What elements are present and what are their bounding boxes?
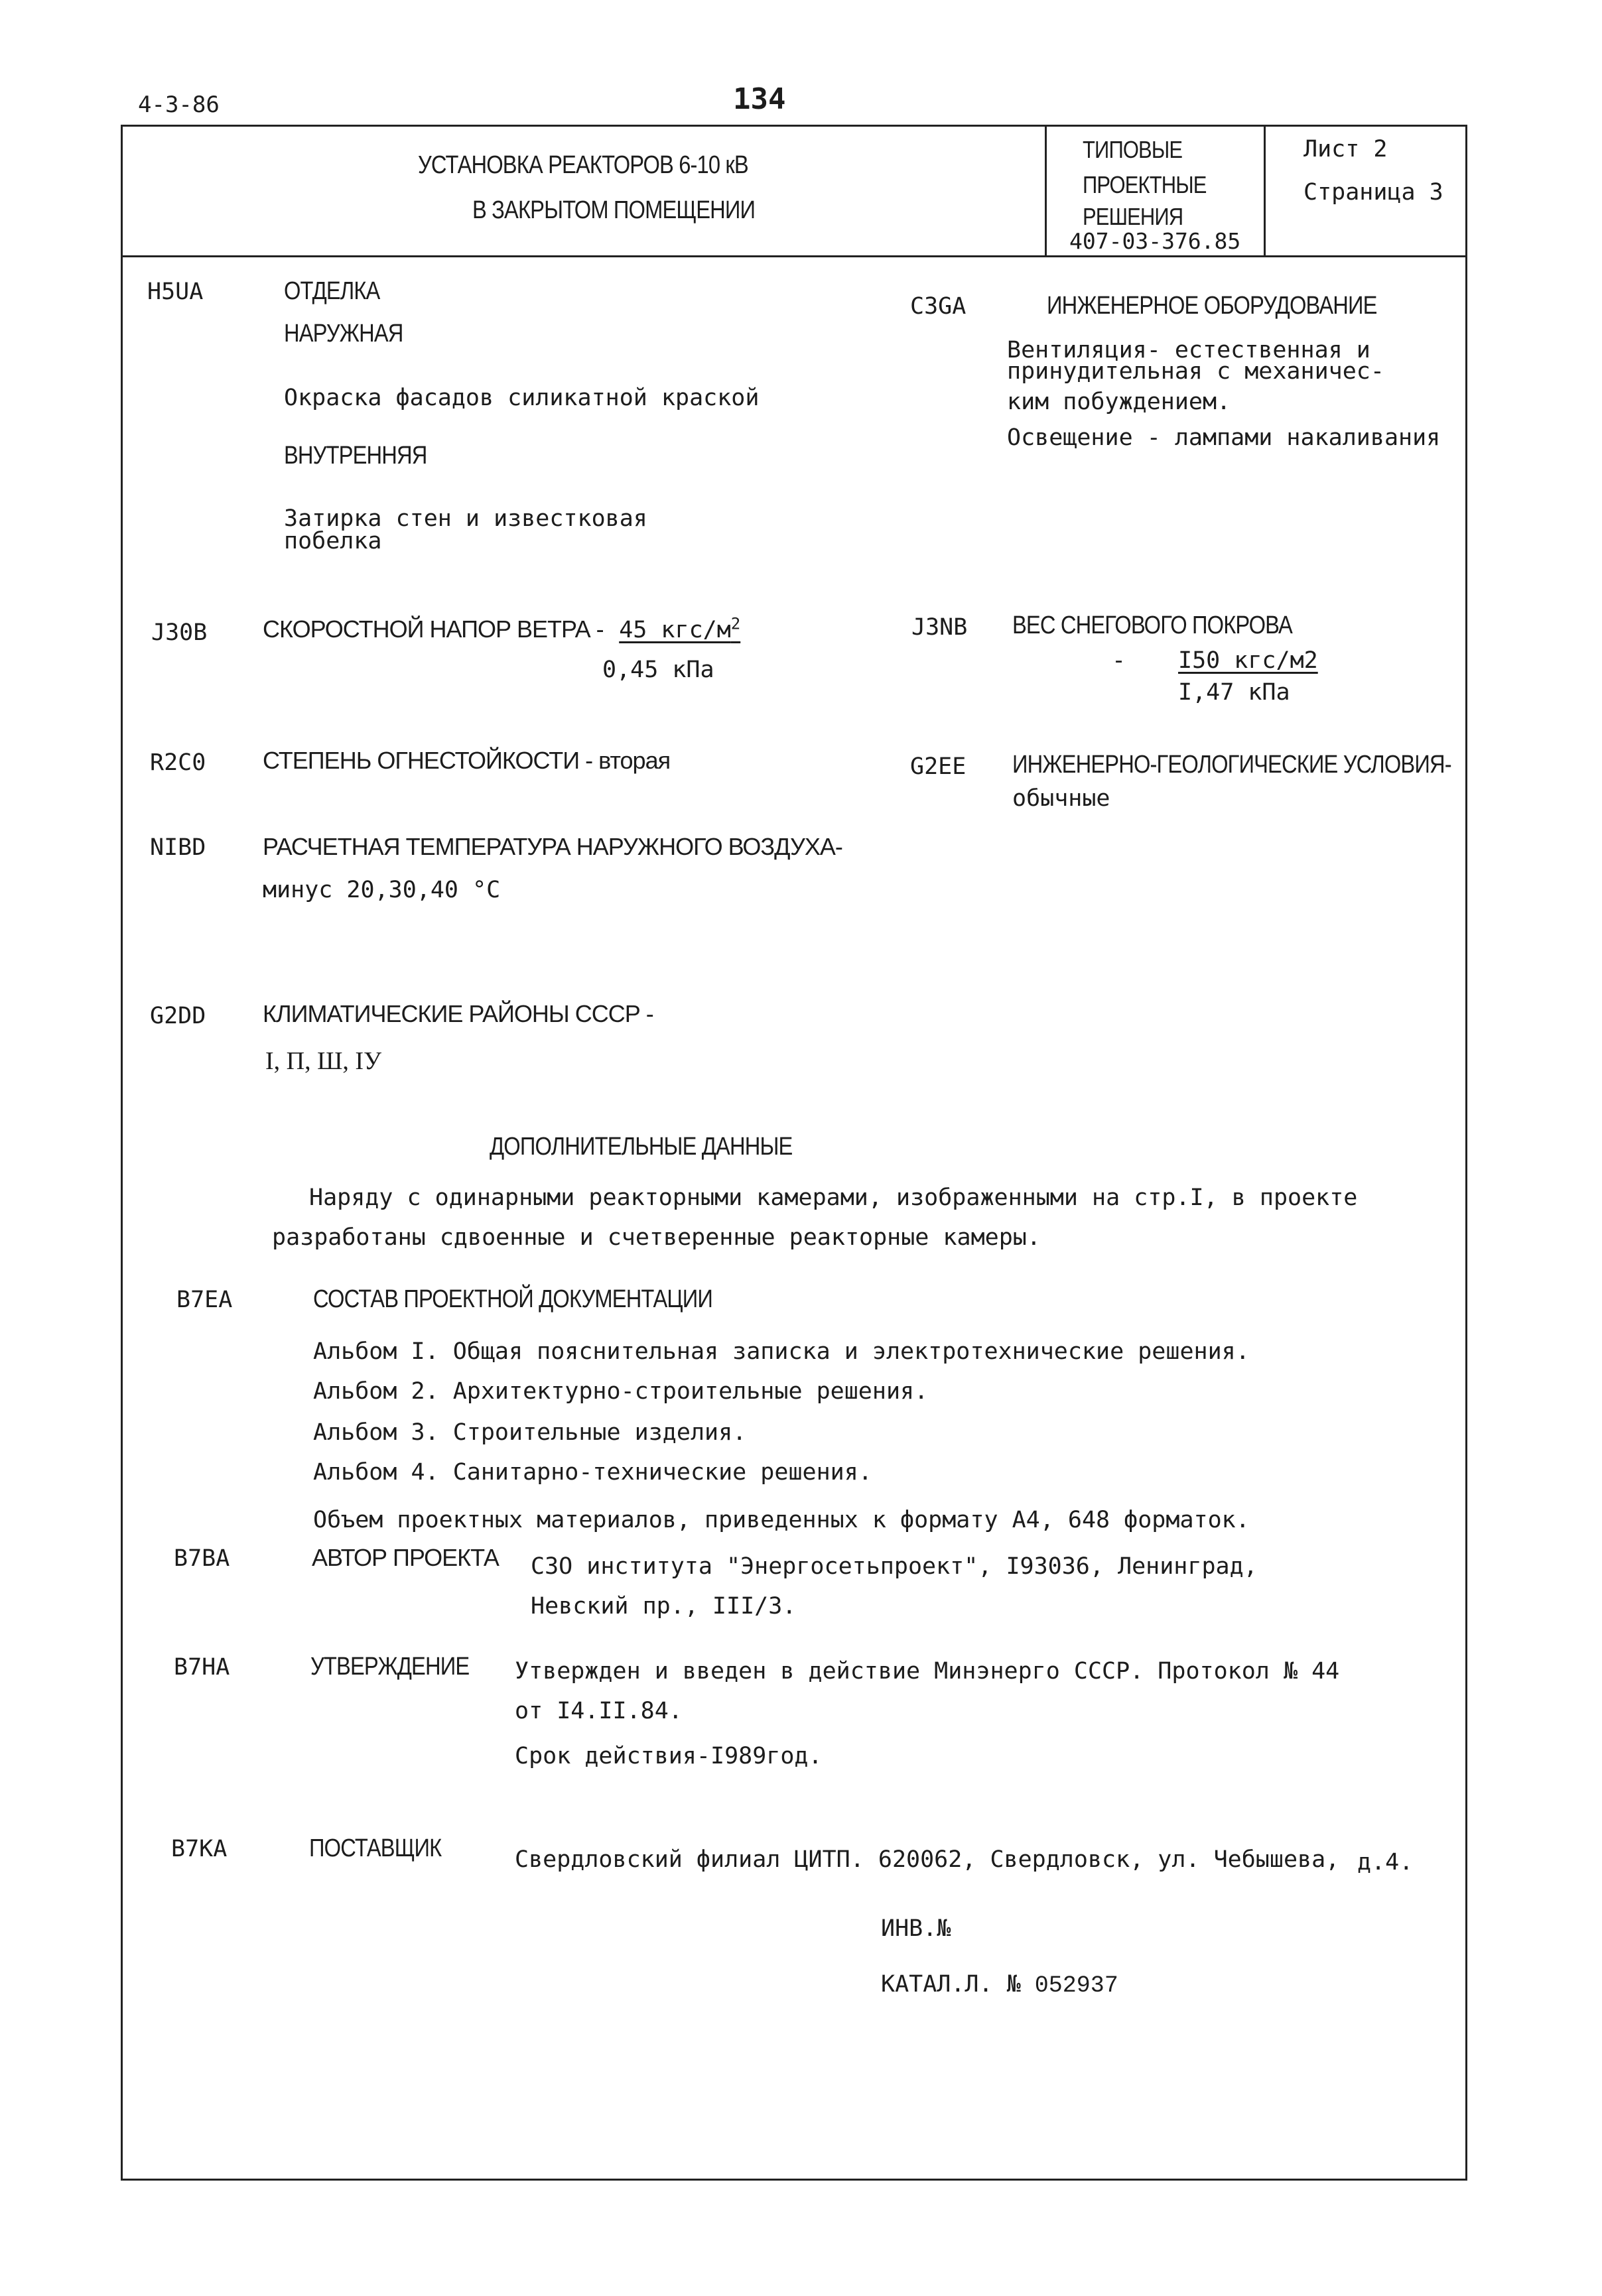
wind-row <box>263 615 740 643</box>
documentation-item: Альбом 4. Санитарно-технические решения. <box>313 1459 872 1486</box>
additional-heading: ДОПОЛНИТЕЛЬНЫЕ ДАННЫЕ <box>490 1133 793 1161</box>
series-code: 407-03-376.85 <box>1069 228 1241 254</box>
page-number: 134 <box>733 82 786 116</box>
code-nibd: NIBD <box>150 834 206 861</box>
wind-value <box>619 614 741 643</box>
wind-value-text: 45 кгс/м <box>619 617 731 643</box>
engineering-heading: ИНЖЕНЕРНОЕ ОБОРУДОВАНИЕ <box>1047 292 1377 320</box>
temperature-label: РАСЧЕТНАЯ ТЕМПЕРАТУРА НАРУЖНОГО ВОЗДУХА- <box>263 833 842 860</box>
supplier-text: Свердловский филиал ЦИТП. 620062, Свердловск, ул. Чебышева, <box>515 1846 1340 1873</box>
documentation-heading: СОСТАВ ПРОЕКТНОЙ ДОКУМЕНТАЦИИ <box>313 1285 712 1313</box>
author-line-2: Невский пр., III/3. <box>531 1593 797 1620</box>
code-c3ga: C3GA <box>910 293 967 320</box>
author-line-1: СЗО института "Энергосетьпроект", I93036, Ленинград, <box>531 1553 1258 1580</box>
sheet-number: Лист 2 <box>1303 136 1388 162</box>
series-line-2: ПРОЕКТНЫЕ <box>1083 171 1207 198</box>
code-r2c0: R2C0 <box>150 749 206 776</box>
catalog-label: КАТАЛ.Л. № <box>881 1971 1021 1998</box>
finish-outer-text: Окраска фасадов силикатной краской <box>284 385 760 411</box>
finish-inner-label: ВНУТРЕННЯЯ <box>284 442 427 470</box>
wind-value-superscript: 2 <box>730 614 741 633</box>
fire-resistance: СТЕПЕНЬ ОГНЕСТОЙКОСТИ - вторая <box>263 747 671 774</box>
ventilation-line-3: ким побуждением. <box>1007 389 1231 415</box>
series-line-1: ТИПОВЫЕ <box>1083 136 1183 163</box>
code-b7ba: B7BA <box>174 1545 230 1572</box>
approval-line-3: Срок действия-I989год. <box>515 1743 823 1769</box>
title-block-divider-2 <box>1264 125 1266 257</box>
finish-heading: ОТДЕЛКА <box>284 277 380 305</box>
ventilation-line-2: принудительная с механичес- <box>1007 358 1384 385</box>
wind-kpa: 0,45 кПа <box>602 657 714 683</box>
snow-dash: - <box>1112 647 1126 674</box>
title-line-2: В ЗАКРЫТОМ ПОМЕЩЕНИИ <box>472 196 756 224</box>
code-j3nb: J3NB <box>911 614 968 641</box>
code-b7ka: B7KA <box>171 1836 228 1862</box>
wind-label: СКОРОСТНОЙ НАПОР ВЕТРА - <box>263 615 604 643</box>
lighting-line: Освещение - лампами накаливания <box>1007 424 1441 451</box>
additional-line-2: разработаны сдвоенные и счетверенные реакторные камеры. <box>272 1224 1041 1251</box>
finish-outer-label: НАРУЖНАЯ <box>284 320 403 348</box>
climate-value: I, П, Ш, IУ <box>265 1047 381 1075</box>
supplier-house: д.4. <box>1357 1849 1414 1876</box>
ventilation-line-1: Вентиляция- естественная и <box>1007 337 1370 363</box>
climate-label: КЛИМАТИЧЕСКИЕ РАЙОНЫ СССР - <box>263 1000 653 1027</box>
code-b7ea: B7EA <box>176 1287 233 1313</box>
snow-label: ВЕС СНЕГОВОГО ПОКРОВА <box>1012 611 1292 639</box>
finish-inner-text-1: Затирка стен и известковая <box>284 505 647 532</box>
supplier-label: ПОСТАВЩИК <box>309 1834 442 1862</box>
snow-value: I50 кгс/м2 <box>1178 647 1318 674</box>
approval-line-1: Утвержден и введен в действие Минэнерго СССР. Протокол № 44 <box>515 1658 1340 1685</box>
temperature-values: минус 20,30,40 <box>263 877 473 903</box>
geology-label: ИНЖЕНЕРНО-ГЕОЛОГИЧЕСКИЕ УСЛОВИЯ- <box>1012 751 1451 779</box>
catalog-number: 052937 <box>1034 1972 1118 1999</box>
approval-line-2: от I4.II.84. <box>515 1698 683 1724</box>
geology-value: обычные <box>1012 785 1110 812</box>
documentation-item: Альбом I. Общая пояснительная записка и электротехнические решения. <box>313 1338 1250 1365</box>
series-line-3: РЕШЕНИЯ <box>1083 203 1183 230</box>
code-j30b: J30B <box>151 619 208 646</box>
code-g2dd: G2DD <box>150 1003 206 1029</box>
documentation-item: Альбом 2. Архитектурно-строительные решения. <box>313 1378 929 1405</box>
snow-kpa: I,47 кПа <box>1178 679 1290 706</box>
document-code: 4-3-86 <box>138 92 220 118</box>
code-b7ha: B7HA <box>174 1654 230 1681</box>
documentation-item: Объем проектных материалов, приведенных к формату А4, 648 форматок. <box>313 1507 1250 1533</box>
finish-inner-text-2: побелка <box>284 528 382 554</box>
temperature-value <box>263 877 500 903</box>
temperature-unit: °С <box>472 877 501 903</box>
documentation-item: Альбом 3. Строительные изделия. <box>313 1419 747 1446</box>
inventory-number: ИНВ.№ <box>881 1915 951 1942</box>
additional-line-1: Наряду с одинарными реакторными камерами, изображенными на стр.I, в проекте <box>309 1184 1358 1211</box>
approval-label: УТВЕРЖДЕНИЕ <box>310 1653 470 1681</box>
code-g2ee: G2EE <box>910 753 967 780</box>
page-of-sheet: Страница 3 <box>1303 179 1443 206</box>
catalog-sheet <box>881 1971 1118 1999</box>
author-label: АВТОР ПРОЕКТА <box>312 1544 499 1571</box>
code-h5ua: H5UA <box>147 279 204 305</box>
title-line-1: УСТАНОВКА РЕАКТОРОВ 6-10 кВ <box>418 151 748 179</box>
title-block-divider-1 <box>1045 125 1047 257</box>
